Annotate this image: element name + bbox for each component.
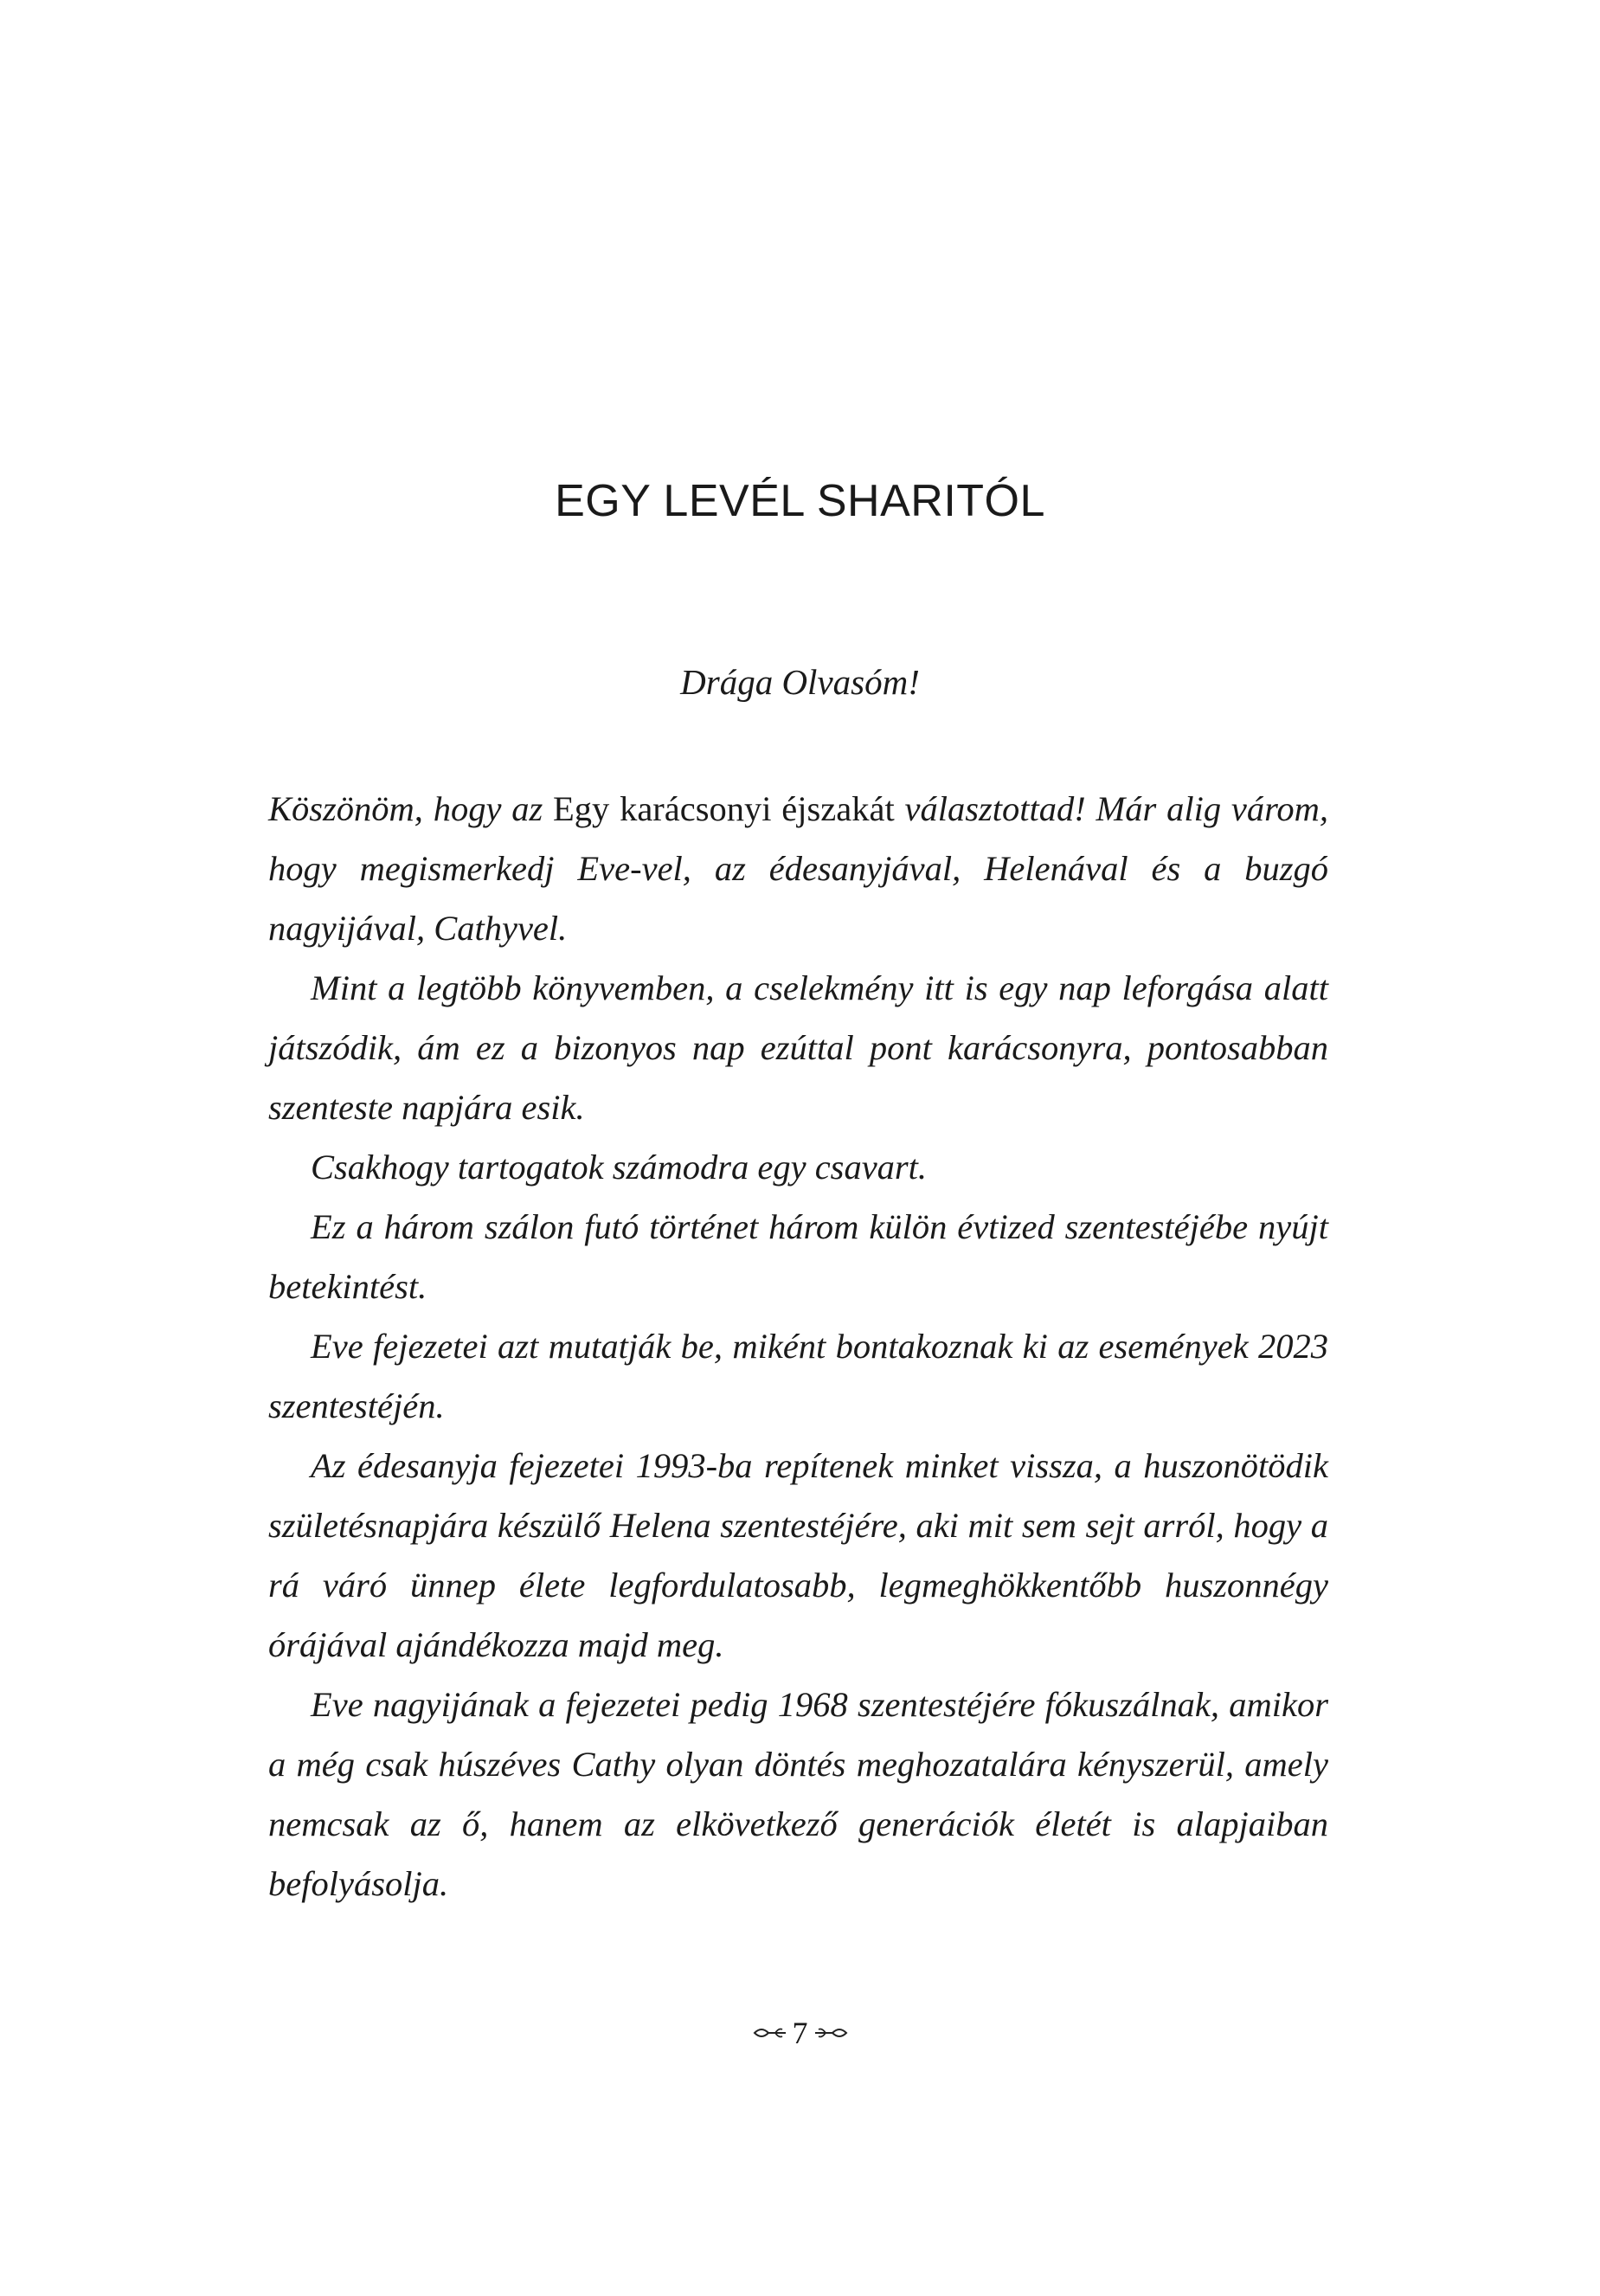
fleuron-left-icon [753, 2023, 787, 2042]
letter-salutation: Drága Olvasóm! [680, 662, 920, 702]
letter-body [268, 779, 1328, 1913]
paragraph-1 [268, 779, 1328, 958]
paragraph-5: Eve fejezetei azt mutatják be, miként bontakoznak ki az események 2023 szentestéjén. [268, 1327, 1328, 1425]
fleuron-right-icon [813, 2023, 848, 2042]
page-number: 7 [792, 2015, 808, 2050]
book-title-reference: Egy karácsonyi éjszakát [553, 789, 895, 828]
chapter-title: EGY LEVÉL SHARITÓL [555, 476, 1045, 526]
paragraph-6: Az édesanyja fejezetei 1993-ba repítenek minket vissza, a huszonötödik születésnapjára készülő Helena szentestéjére, aki mit sem sejt arról, hogy a rá váró ünnep élete legfordulatosabb, legmeghökkentőbb huszonnégy órájával ajándékozza majd meg. [268, 1446, 1328, 1664]
paragraph-3: Csakhogy tartogatok számodra egy csavart. [311, 1148, 928, 1187]
paragraph-4: Ez a három szálon futó történet három külön évtized szentestéjébe nyújt betekintést. [268, 1207, 1328, 1306]
paragraph-7: Eve nagyijának a fejezetei pedig 1968 szentestéjére fókuszálnak, amikor a még csak húszéves Cathy olyan döntés meghozatalára kényszerül, amely nemcsak az ő, hanem az elkövetkező generációk életét is alapjaiban befolyásolja. [268, 1685, 1328, 1903]
paragraph-1-rest: választottad! Már alig várom, hogy megismerkedj Eve-vel, az édesanyjával, Helenával és a buzgó nagyijával, Cathyvel. [268, 789, 1328, 948]
paragraph-2: Mint a legtöbb könyvemben, a cselekmény itt is egy nap leforgása alatt játszódik, ám ez a bizonyos nap ezúttal pont karácsonyra, pontosabban szenteste napjára esik. [268, 968, 1328, 1127]
paragraph-1-lead: Köszönöm, hogy az [268, 789, 554, 828]
page-footer [0, 2014, 1600, 2048]
